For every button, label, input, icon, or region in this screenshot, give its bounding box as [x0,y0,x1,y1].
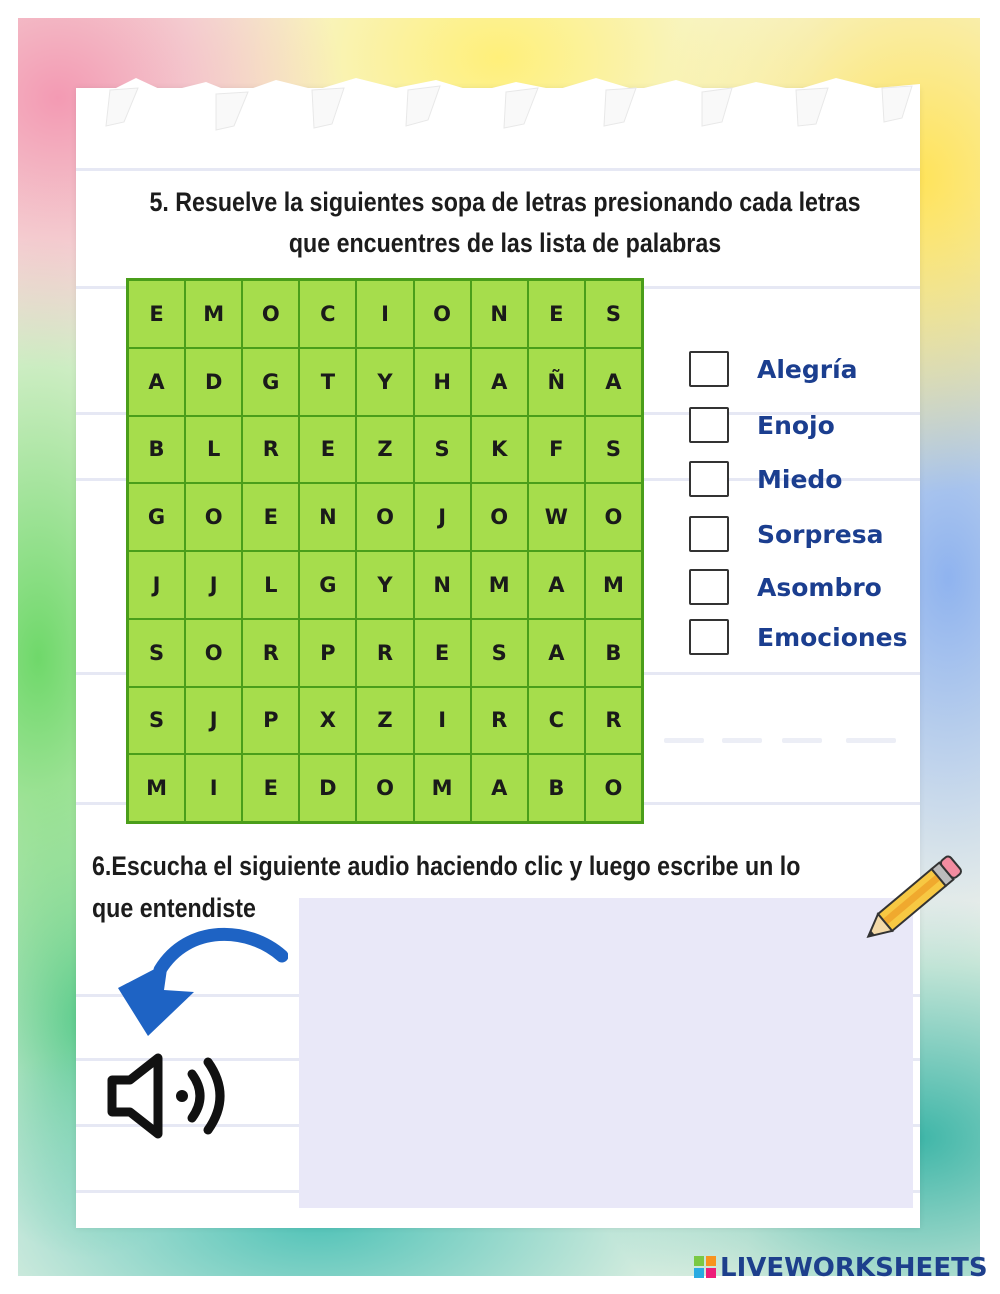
speaker-icon[interactable] [104,1050,234,1142]
word-item [689,350,858,388]
grid-cell[interactable]: O [414,280,471,348]
grid-cell[interactable]: B [585,619,642,687]
grid-cell[interactable]: B [528,754,585,822]
grid-cell[interactable]: A [128,348,185,416]
word-label: Sorpresa [757,519,884,549]
grid-cell[interactable]: F [528,416,585,484]
grid-cell[interactable]: E [128,280,185,348]
grid-cell[interactable]: Z [356,687,413,755]
word-label: Asombro [757,572,882,602]
grid-cell[interactable]: Y [356,551,413,619]
grid-cell[interactable]: R [585,687,642,755]
word-label: Alegría [757,354,858,384]
grid-cell[interactable]: L [185,416,242,484]
grid-cell[interactable]: I [414,687,471,755]
grid-cell[interactable]: O [585,483,642,551]
brand-name: LIVEWORKSHEETS [720,1253,988,1283]
grid-cell[interactable]: R [471,687,528,755]
grid-cell[interactable]: O [185,619,242,687]
grid-cell[interactable]: W [528,483,585,551]
grid-cell[interactable]: J [128,551,185,619]
liveworksheets-logo [694,1256,716,1280]
grid-cell[interactable]: R [242,416,299,484]
grid-cell[interactable]: C [528,687,585,755]
curved-arrow-icon [108,922,288,1042]
grid-cell[interactable]: R [356,619,413,687]
grid-cell[interactable]: E [299,416,356,484]
grid-cell[interactable]: K [471,416,528,484]
word-item [689,515,884,553]
grid-cell[interactable]: A [471,348,528,416]
word-item [689,568,882,606]
word-label: Enojo [757,410,835,440]
word-label: Miedo [757,464,843,494]
grid-cell[interactable]: Z [356,416,413,484]
grid-cell[interactable]: M [414,754,471,822]
word-search-grid [126,278,644,824]
rule-dash [782,738,822,743]
grid-cell[interactable]: G [128,483,185,551]
grid-cell[interactable]: H [414,348,471,416]
grid-cell[interactable]: Y [356,348,413,416]
word-checkbox[interactable] [689,407,729,443]
grid-cell[interactable]: O [242,280,299,348]
rule-dash [664,738,704,743]
grid-cell[interactable]: P [242,687,299,755]
grid-cell[interactable]: E [414,619,471,687]
brand [694,1253,988,1283]
word-label: Emociones [757,622,908,652]
word-item [689,460,843,498]
grid-cell[interactable]: I [356,280,413,348]
grid-cell[interactable]: I [185,754,242,822]
grid-cell[interactable]: O [356,754,413,822]
grid-cell[interactable]: M [185,280,242,348]
grid-cell[interactable]: M [128,754,185,822]
grid-cell[interactable]: T [299,348,356,416]
rule-line [76,168,920,171]
grid-cell[interactable]: O [185,483,242,551]
grid-cell[interactable]: Ñ [528,348,585,416]
grid-cell[interactable]: A [471,754,528,822]
grid-cell[interactable]: D [185,348,242,416]
grid-cell[interactable]: S [471,619,528,687]
grid-cell[interactable]: D [299,754,356,822]
question-6-line-1: 6.Escucha el siguiente audio haciendo clic y luego escribe un lo [92,851,801,881]
word-item [689,406,835,444]
grid-cell[interactable]: S [128,687,185,755]
question-5-line-1: 5. Resuelve la siguientes sopa de letras presionando cada letras [149,187,861,217]
pencil-icon [848,846,974,958]
grid-cell[interactable]: A [585,348,642,416]
grid-cell[interactable]: G [242,348,299,416]
word-checkbox[interactable] [689,569,729,605]
grid-cell[interactable]: X [299,687,356,755]
grid-cell[interactable]: R [242,619,299,687]
grid-cell[interactable]: E [242,483,299,551]
grid-cell[interactable]: O [471,483,528,551]
rule-dash [722,738,762,743]
grid-cell[interactable]: J [185,687,242,755]
word-item [689,618,908,656]
grid-cell[interactable]: N [414,551,471,619]
word-checkbox[interactable] [689,619,729,655]
grid-cell[interactable]: J [185,551,242,619]
grid-cell[interactable]: O [356,483,413,551]
grid-cell[interactable]: S [585,416,642,484]
question-5-line-2: que encuentres de las lista de palabras [288,228,722,258]
rule-dash [846,738,896,743]
grid-cell[interactable]: S [585,280,642,348]
question-6-line-2: que entendiste [92,893,256,923]
grid-cell[interactable]: S [414,416,471,484]
grid-cell[interactable]: C [299,280,356,348]
torn-paper-edge [76,60,920,160]
grid-cell[interactable]: M [471,551,528,619]
grid-cell[interactable]: N [471,280,528,348]
grid-cell[interactable]: P [299,619,356,687]
grid-cell[interactable]: G [299,551,356,619]
grid-cell[interactable]: O [585,754,642,822]
grid-cell[interactable]: M [585,551,642,619]
grid-cell[interactable]: A [528,551,585,619]
word-checkbox[interactable] [689,461,729,497]
word-checkbox[interactable] [689,351,729,387]
grid-cell[interactable]: B [128,416,185,484]
word-checkbox[interactable] [689,516,729,552]
grid-cell[interactable]: J [414,483,471,551]
grid-cell[interactable]: E [528,280,585,348]
grid-cell[interactable]: S [128,619,185,687]
grid-cell[interactable]: A [528,619,585,687]
grid-cell[interactable]: N [299,483,356,551]
grid-cell[interactable]: E [242,754,299,822]
answer-textarea[interactable] [299,898,913,1208]
grid-cell[interactable]: L [242,551,299,619]
